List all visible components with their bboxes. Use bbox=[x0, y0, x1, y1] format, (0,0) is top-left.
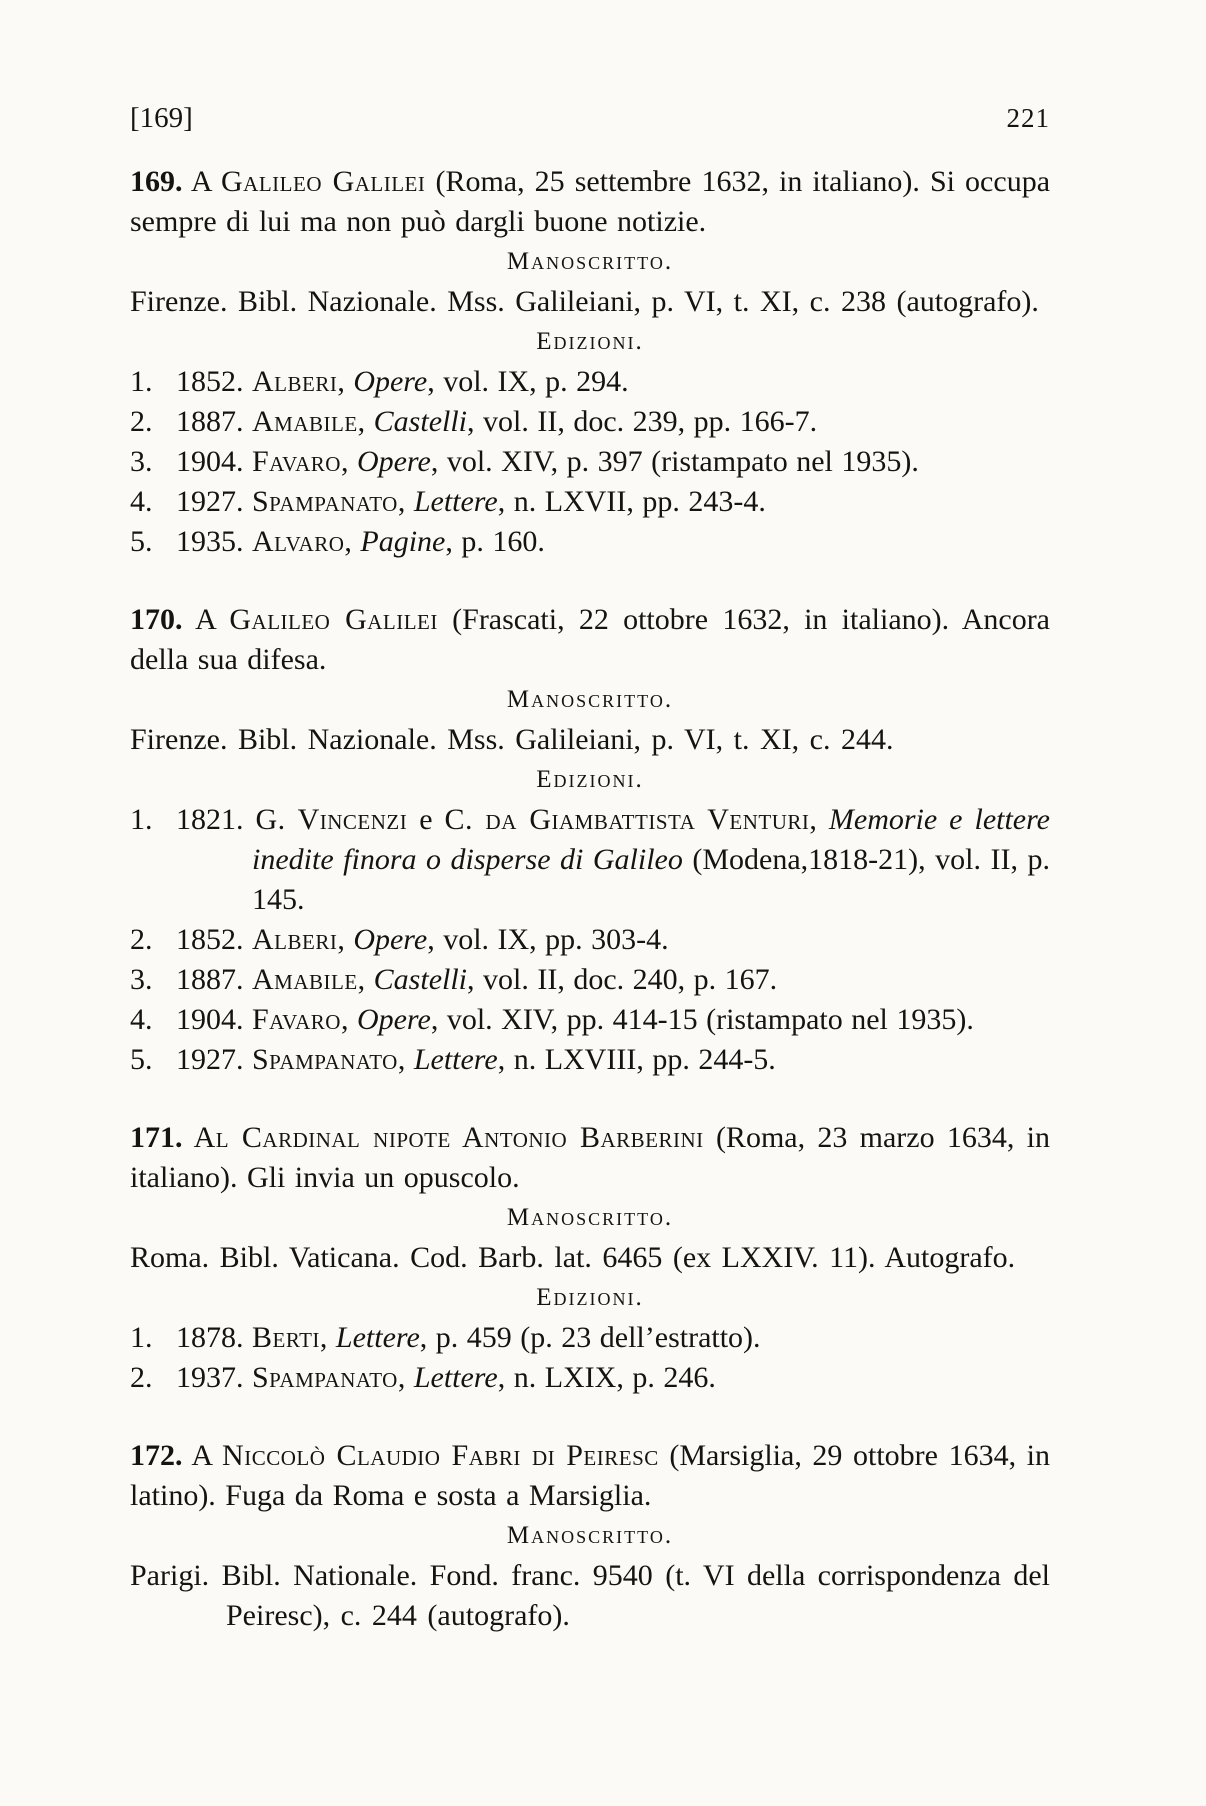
edition-number: 3. bbox=[130, 963, 153, 996]
edition-item bbox=[130, 800, 1050, 920]
catalog-entry-170 bbox=[130, 600, 1050, 1080]
edition-number: 4. bbox=[130, 485, 153, 518]
editions-list bbox=[130, 362, 1050, 562]
edition-item bbox=[130, 1040, 1050, 1080]
edition-number: 2. bbox=[130, 923, 153, 956]
manuscript-reference: Roma. Bibl. Vaticana. Cod. Barb. lat. 6465 (ex LXXIV. 11). Autografo. bbox=[130, 1241, 1016, 1274]
manuscript-section-heading: Manoscritto. bbox=[506, 248, 674, 275]
edition-text: 1927. Spampanato, Lettere, n. LXVIII, pp. 244-5. bbox=[176, 1043, 776, 1076]
manuscript-reference: Parigi. Bibl. Nationale. Fond. franc. 9540 (t. VI della corrispondenza del Peiresc), c. 244 (autografo). bbox=[130, 1559, 1050, 1632]
entry-heading: 169. A Galileo Galilei (Roma, 25 settembre 1632, in italiano). Si occupa sempre di lui ma non può dargli buone notizie. bbox=[130, 165, 1051, 238]
edition-number: 2. bbox=[130, 1361, 153, 1394]
edition-item bbox=[130, 402, 1050, 442]
edition-item bbox=[130, 522, 1050, 562]
edition-item bbox=[130, 960, 1050, 1000]
entry-heading: 171. Al Cardinal nipote Antonio Barberini (Roma, 23 marzo 1634, in italiano). Gli invia un opuscolo. bbox=[130, 1121, 1050, 1194]
edition-item bbox=[130, 362, 1050, 402]
catalog-entry-172 bbox=[130, 1436, 1050, 1636]
entry-range-marker: [169] bbox=[130, 102, 193, 134]
edition-text: 1904. Favaro, Opere, vol. XIV, p. 397 (ristampato nel 1935). bbox=[176, 445, 919, 478]
entry-heading: 170. A Galileo Galilei (Frascati, 22 ottobre 1632, in italiano). Ancora della sua difesa. bbox=[130, 603, 1050, 676]
edition-number: 4. bbox=[130, 1003, 153, 1036]
catalog-entry-169 bbox=[130, 162, 1050, 562]
edition-item bbox=[130, 442, 1050, 482]
edition-text: 1821. G. Vincenzi e C. da Giambattista Venturi, Memorie e lettere inedite finora o disperse di Galileo (Modena,1818-21), vol. II, p. 145. bbox=[176, 803, 1050, 916]
edition-item bbox=[130, 482, 1050, 522]
manuscript-reference: Firenze. Bibl. Nazionale. Mss. Galileiani, p. VI, t. XI, c. 244. bbox=[130, 723, 894, 756]
edition-item bbox=[130, 920, 1050, 960]
editions-section-heading: Edizioni. bbox=[536, 328, 644, 355]
edition-text: 1887. Amabile, Castelli, vol. II, doc. 239, pp. 166-7. bbox=[176, 405, 818, 438]
edition-item bbox=[130, 1318, 1050, 1358]
edition-number: 1. bbox=[130, 365, 153, 398]
edition-text: 1852. Alberi, Opere, vol. IX, pp. 303-4. bbox=[176, 923, 669, 956]
page-number: 221 bbox=[1006, 103, 1050, 133]
edition-text: 1852. Alberi, Opere, vol. IX, p. 294. bbox=[176, 365, 629, 398]
editions-section-heading: Edizioni. bbox=[536, 766, 644, 793]
editions-list bbox=[130, 1318, 1050, 1398]
edition-number: 3. bbox=[130, 445, 153, 478]
manuscript-section-heading: Manoscritto. bbox=[506, 1522, 674, 1549]
edition-number: 2. bbox=[130, 405, 153, 438]
manuscript-reference: Firenze. Bibl. Nazionale. Mss. Galileiani, p. VI, t. XI, c. 238 (autografo). bbox=[130, 285, 1039, 318]
page-header bbox=[130, 98, 1050, 138]
editions-list bbox=[130, 800, 1050, 1080]
edition-number: 1. bbox=[130, 803, 153, 836]
edition-item bbox=[130, 1000, 1050, 1040]
editions-section-heading: Edizioni. bbox=[536, 1284, 644, 1311]
manuscript-section-heading: Manoscritto. bbox=[506, 1204, 674, 1231]
edition-text: 1878. Berti, Lettere, p. 459 (p. 23 dell’estratto). bbox=[176, 1321, 761, 1354]
edition-text: 1904. Favaro, Opere, vol. XIV, pp. 414-15 (ristampato nel 1935). bbox=[176, 1003, 974, 1036]
edition-number: 5. bbox=[130, 1043, 153, 1076]
edition-number: 5. bbox=[130, 525, 153, 558]
edition-item bbox=[130, 1358, 1050, 1398]
catalog-entry-171 bbox=[130, 1118, 1050, 1398]
edition-text: 1935. Alvaro, Pagine, p. 160. bbox=[176, 525, 545, 558]
edition-number: 1. bbox=[130, 1321, 153, 1354]
edition-text: 1937. Spampanato, Lettere, n. LXIX, p. 246. bbox=[176, 1361, 716, 1394]
edition-text: 1927. Spampanato, Lettere, n. LXVII, pp. 243-4. bbox=[176, 485, 766, 518]
manuscript-section-heading: Manoscritto. bbox=[506, 686, 674, 713]
entry-heading: 172. A Niccolò Claudio Fabri di Peiresc (Marsiglia, 29 ottobre 1634, in latino). Fuga da Roma e sosta a Marsiglia. bbox=[130, 1439, 1051, 1512]
edition-text: 1887. Amabile, Castelli, vol. II, doc. 240, p. 167. bbox=[176, 963, 778, 996]
